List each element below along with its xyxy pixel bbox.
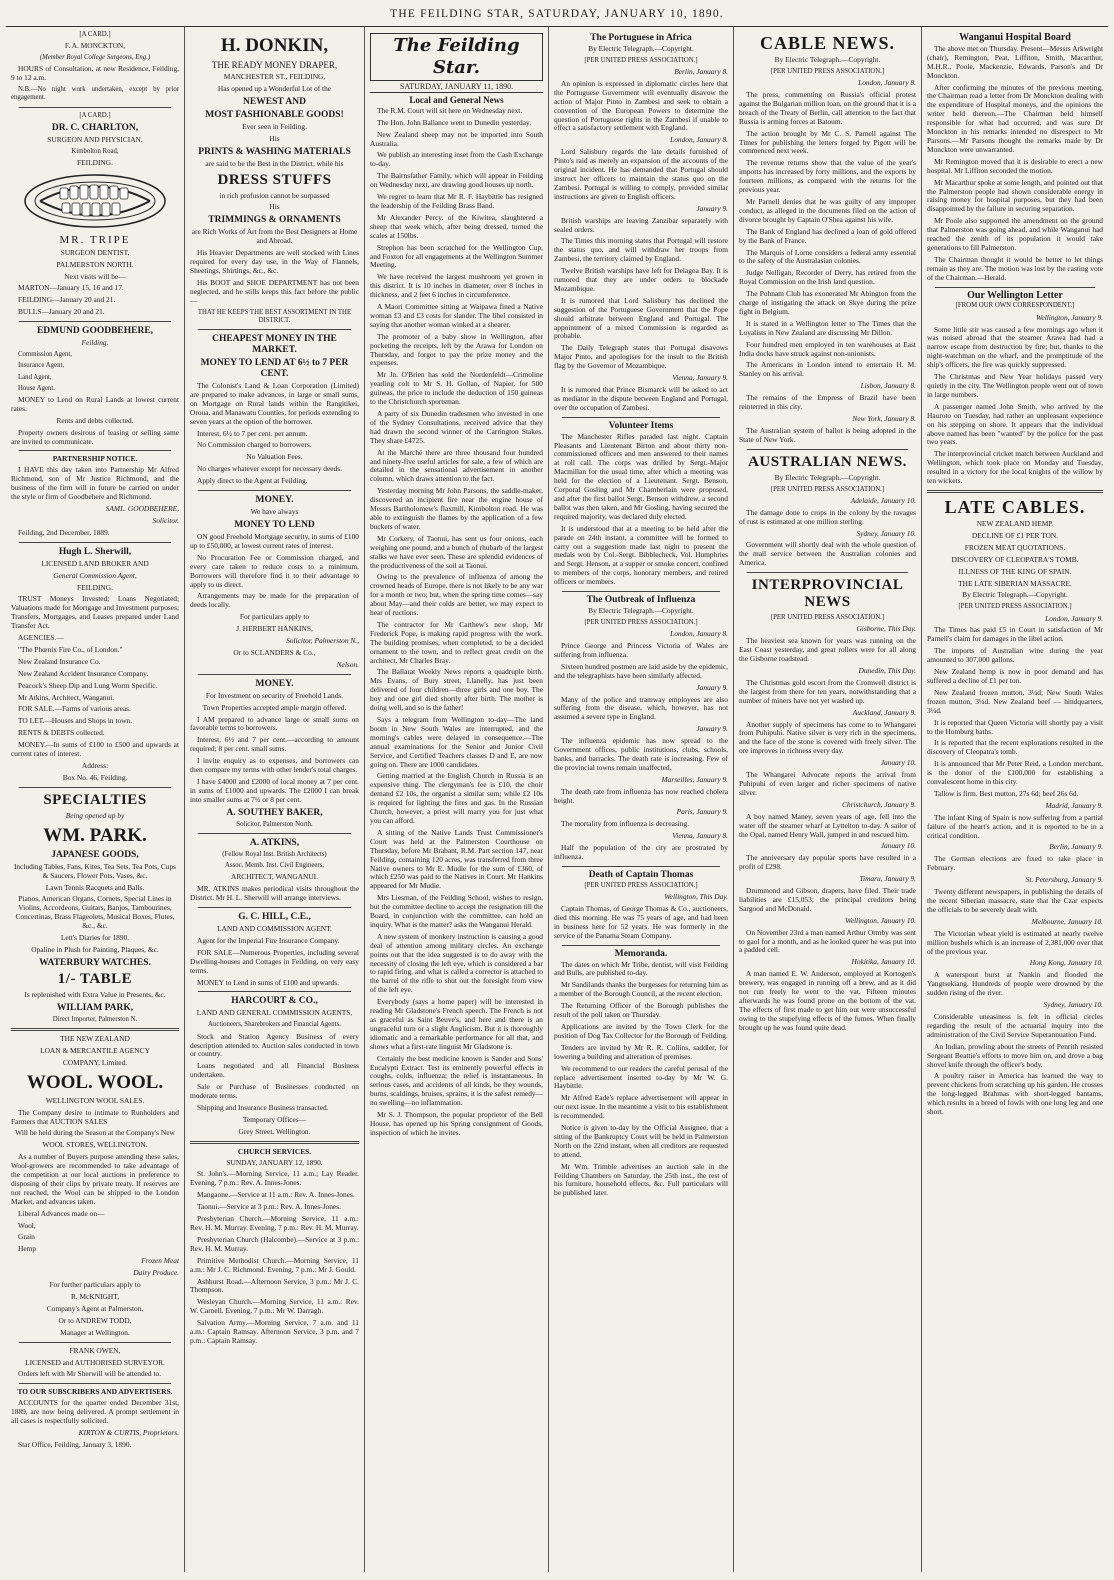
memoranda-heading: Memoranda. <box>614 948 668 959</box>
late-cables-heading: LATE CABLES. <box>944 496 1086 517</box>
ad-goodbehere: EDMUND GOODBEHERE, Feilding. Commission Agent, Insurance Agent, Land Agent, House Agent. MONEY to Lend on Rural Lands at lowest current rates. Rents and debts collected. Property owners desirous of leasing or selling same are invited to communicate. <box>11 326 179 446</box>
interprovincial-news: [PER UNITED PRESS ASSOCIATION.] Gisborne, This Day. The heaviest sea known for years was running on the East Coast yesterday, and great rollers were for all along the Gisborne roadstead. Dunedin, This Day. The Christmas gold escort from the Cromwell district is the largest from there for ten years, notwithstanding that a number of miners have not yet washed up. Auckland, January 9. Another supply of specimens has come to to Whangarei from Puhipuhi. Native silver is very rich in the specimens, and the face of the stone is covered with freely silver. The ore improves in richness every day. January 10. The Whangarei Advocate reports the arrival from Puhipuhi of even larger and richer specimens of native silver. Christchurch, January 9. A boy named Maney, seven years of age, fell into the water off the steamer wharf at Lyttelton to-day. A sailor of the Opal, named Henry Wall, jumped in and rescued him. January 10. The anniversary day popular sports have resulted in a profit of £298. Timaru, January 9. Drummond and Gibson, drapers, have filed. Their trade liabilities are £15,053; the principal creditors being Sargood and McDonald. Wellington, January 10. On November 23rd a man named Arthur Ormby was sent to gaol for a month, and as he looked queer he was put into a padded cell. Hokitika, January 10. A man named E. W. Anderson, employed at Kortogen's brewery, was engaged in running off a brew, and as it did not run freely he went to the vat. Fifteen minutes afterwards he was found prone on the bottom of the vat. The effects of first made to get him out were unsuccessful owing to the stupefying effects of the fumes. When finally brought up he was found quite dead. <box>739 614 916 1032</box>
thomas-article: [PER UNITED PRESS ASSOCIATION.] Wellington, This Day. Captain Thomas, of George Thomas & Co., auctioneers, died this morning. He was 75 years of age, and had been in business here for 52 years. He was formerly in the service of the Panama Steam Company. <box>554 881 728 940</box>
ad-money-baker: MONEY. For Investment on security of Freehold Lands. Town Properties accepted ample margin offered. I AM prepared to advance large or small sums on favorable terms to borrowers. Interest, 6½ and 7 per cent.—according to amount required; 8 per cent. small sums. I invite enquiry as to expenses, and borrowers can then compare my terms with other lender's total charges. I have £4000 and £2000 of local money at 7 per cent. in sums of £1000 and upwards. The £2000 I can break into smaller sums at 7½ or 8 per cent. A. SOUTHEY BAKER, Solicitor, Palmerston North. <box>190 678 359 828</box>
cable-news-heading: CABLE NEWS. <box>759 33 896 53</box>
section-heading: Local and General News <box>409 94 504 105</box>
column-4: The Portuguese in Africa By Electric Telegraph.—Copyright. [PER UNITED PRESS ASSOCIATION.] Berlin, January 8. An opinion is expressed in diplomatic circles here that the Portuguese Government will eventually disavow the action of Major Pinto in Zambesi and seek to obtain a convention of the European Powers to determine the question of Portuguese rights in the Zambesi if unable to effect a satisfactory settlement with England. London, January 8. Lord Salisbury regards the late details furnished of Pinto's raid as merely an expansion of the accounts of the original incident. He has demanded that Portugal should instruct her officers to maintain the status quo on the Zambesi. Portugal is willing to comply, provided similar instructions are given to English officers. January 9. British warships are leaving Zanzibar separately with sealed orders. The Times this morning states that Portugal will restore the status quo, and will withdraw her troops from Zambesi, the territory claimed by England. Twelve British warships have left for Delagoa Bay. It is rumored that they are under orders to blockade Mozambique. It is rumored that Lord Salisbury has declined the suggestion of the Portuguese Government that the Pope should arbitrate between England and Portugal. The appointment of a mixed Commission is regarded as probable. The Daily Telegraph states that Portugal disavows Major Pinto, and apologises for the insult to the British flag by the Governor of Mozambique. Vienna, January 9. It is rumored that Prince Bismarck will be asked to act as mediator in the dispute between England and Portugal, over the occupation of Zambesi. Volunteer Items The Manchester Rifles paraded last night. Captain Pleasants and Lieutenant Birton and about thirty non-commissioned officers and men answered to their names at roll call. The corps was drilled by Sergt.-Major Macmillan for the usual time, after which a meeting was held for the election of a Lieutenant. Sergt. Benson, Corporal Gosling and Mr Chamberlain were proposed, and after the first ballot Sergt. Benson withdrew, a second ballot was then taken, and Mr Gosling, having secured the required majority, was declared duly elected. It is understood that at a meeting to be held after the parade on 24th instant, a committee will be formed to carry out a suggestion made last night to present the medals won by Col.-Sergt. Bibblecheck, Vol. Humphries and Sergt. Henson, at a supper or smoke concert, confined to members of the corps, honorary members, and retired officers or members. The Outbreak of Influenza By Electric Telegraph.—Copyright. [PER UNITED PRESS ASSOCIATION.] London, January 8. Prince George and Princess Victoria of Wales are suffering from influenza. Sixteen hundred postmen are laid aside by the epidemic, and the telegraphists have been similarly affected. January 9. Many of the police and tramway employees are also suffering from the disease, which, however, has not assumed a severe type in England. January 9. The influenza epidemic has now spread to the Government offices, public institutions, clubs, schools, banks, and barracks. The death rate is increasing. Few of the provincial towns remain unaffected. Marseilles, January 9. The death rate from influenza has now reached cholera height. Paris, January 9. The mortality from influenza is decreasing. Vienna, January 8. Half the population of the city are prostrated by influenza. Death of Captain Thomas [PER UNITED PRESS ASSOCIATION.] Wellington, This Day. Captain Thomas, of George Thomas & Co., auctioneers, died this morning. He was 75 years of age, and had been in business here for 52 years. He was formerly in the service of the Panama Steam Company. Memoranda. The dates on which Mr Tribe, dentist, will visit Feilding and Bulls, are published to-day. Mr Sandilands thanks the burgesses for returning him as a member of the Borough Council, at the recent election. The Returning Officer of the Borough publishes the result of the poll taken on Thursday. Applications are invited by the Town Clerk for the position of Dog Tax Collector for the Borough of Feilding. Tenders are invited by Mr R. R. Collins, saddler, for lowering a building and alteration of premises. We recommend to our readers the careful perusal of the replace advertisement inserted to-day by Mr W. G. Haybittle. Mr Alfred Eade's replace advertisement will appear in our next issue. In the meantime a visit to his establishment is recommended. Notice is given to-day by the Official Assignee, that a sitting of the Bankruptcy Court will be held in Palmerston North on the 22nd instant, when all creditors are requested to attend. Mr Wm. Trimble advertises an auction sale in the Feilding Chambers on Saturday, the 25th inst., the rest of his furniture, household effects, &c. Full particulars will be published later. <box>548 27 733 1572</box>
volunteer-article: The Manchester Rifles paraded last night. Captain Pleasants and Lieutenant Birton and about thirty non-commissioned officers and men answered to their names at roll call. The corps was drilled by Sergt.-Major Macmillan for the usual time, after which a meeting was held for the election of a Lieutenant. Sergt. Benson, Corporal Gosling and Mr Chamberlain were proposed, and after the first ballot Sergt. Benson withdrew, a second ballot was then taken, and Mr Gosling, having secured the required majority, was declared duly elected. It is understood that at a meeting to be held after the parade on 24th instant, a committee will be formed to carry out a suggestion made last night to present the medals won by Col.-Sergt. Bibblecheck, Vol. Humphries and Sergt. Henson, at a supper or smoke concert, confined to members of the corps, honorary members, and retired officers or members. <box>554 431 728 587</box>
wellington-letter: Wellington, January 9. Some little stir was caused a few mornings ago when it was noised abroad that the steamer Arawa had had a narrow escape from destruction by fire; but, thanks to the night-watchman on the wharf, and the promptitude of the ship's officers, the fire was quickly suppressed. The Christmas and New Year holidays passed very quietly in the city. The Wellington people went out of town in large numbers. A passenger named John Smith, who arrived by the Hauroto on Tuesday, had rather an unpleasant experience on his stepping on shore. It appears that the individual above named has been "wanted" by the police for the past two years. The interprovincial cricket match between Auckland and Wellington, which took place on Monday and Tuesday, resulted in a victory for the local knights of the willow by ten wickets. <box>927 312 1103 486</box>
australian-news-heading: AUSTRALIAN NEWS. <box>748 453 907 470</box>
church-services: CHURCH SERVICES. SUNDAY, JANUARY 12, 1890. St. John's.—Morning Service, 11 a.m.; Lay Reader. Evening, 7 p.m.: Rev. A. Innes-Jones. Mangaone.—Service at 11 a.m.: Rev. A. Innes-Jones. Taonui.—Service at 3 p.m.: Rev. A. Innes-Jones. Presbyterian Church.—Morning Service, 11 a.m.: Rev. H. M. Murray. Evening, 7 p.m.: Rev. H. M. Murray. Presbyterian Church (Halcombe).—Service at 3 p.m.: Rev. H. M. Murray. Primitive Methodist Church.—Morning Service, 11 a.m.: Mr J. C. Richmond. Evening, 7 p.m.: Mr J. Gould. Ashhurst Road.—Afternoon Service, 3 p.m.: Mr J. C. Thompson. Wesleyan Church.—Morning Service, 11 a.m.: Rev. W. Carnell. Evening, 7 p.m.: Mr W. Darragh. Salvation Army.—Morning Service, 7 a.m. and 11 a.m.: Captain Ramsay. Afternoon Service, 3 p.m. and 7 p.m.: Captain Ramsay. <box>190 1146 359 1345</box>
hospital-heading: Wanganui Hospital Board <box>959 32 1071 43</box>
ad-partnership: PARTNERSHIP NOTICE. I HAVE this day taken into Partnership Mr Alfred Richmond, son of Mr Justice Richmond, and the business of the firm will in future be carried on under the style or firm of Goodbehere and Richmond. SAML. GOODBEHERE, Solicitor. Feilding, 2nd December, 1889. <box>11 454 179 537</box>
wellington-letter-heading: Our Wellington Letter <box>967 289 1063 301</box>
late-cables-summary: NEW ZEALAND HEMP. DECLINE OF £1 PER TON. FROZEN MEAT QUOTATIONS. DISCOVERY OF CLEOPATRA'S TOMB. ILLNESS OF THE KING OF SPAIN. THE LATE SIBERIAN MASSACRE. <box>951 518 1079 588</box>
australian-news: By Electric Telegraph.—Copyright. [PER UNITED PRESS ASSOCIATION.] Adelaide, January 10. The damage done to crops in the colony by the ravages of rust is estimated at one million sterling. Sydney, January 10. Government will shortly deal with the whole question of the mail service between the Australian colonies and America. <box>739 472 916 568</box>
dentist-teeth-emblem <box>11 172 179 230</box>
ad-wool: THE NEW ZEALAND LOAN & MERCANTILE AGENCY COMPANY, Limited. WOOL. WOOL. WELLINGTON WOOL SALES. The Company desire to intimate to Runholders and Farmers that AUCTION SALES Will be held during the Season at the Company's New WOOL STORES, WELLINGTON. As a number of Buyers purpose attending these sales, Wool-growers are recommended to take advantage of the competition at our local auctions in preference to disposing of their clips by private treaty. If reserves are not reached, the Wool can be shipped to the London Market, and advances taken. Liberal Advances made on— Wool, Grain Hemp Frozen Meat Dairy Produce. For further particulars apply to R. McKNIGHT, Company's Agent at Palmerston, Or to ANDREW TODD, Manager at Wellington. <box>11 1033 179 1337</box>
cable-news: London, January 8. The press, commenting on Russia's official protest against the Bulgarian million loan, on the ground that it is a breach of the Treaty of Berlin, call attention to the fact that Russia is arming forces at Batoum. The action brought by Mr C. S. Parnell against The Times for publishing the letters forged by Pigott will be commenced next week. The revenue returns show that the value of the year's imports has increased by forty millions, and the exports by fourteen millions, as compared with the returns for the previous year. Mr Parnell denies that he was guilty of any improper conduct, as alleged in the documents filed on the action of divorce brought by Captain O'Shea against his wife. The Bank of England has declined a loan of gold offered by the Bank of France. The Marquis of Lorne considers a federal army essential to the safety of the Australasian colonies. Judge Nelligan, Recorder of Derry, has retired from the Royal Commission on the Irish land question. The Pohnam Club has exonerated Mr Abington from the charge of instigating the attack on Skye during the prize fight in Belgium. It is stated in a Wellington letter to The Times that the Loyalists in New Zealand are discussing Mr Dillon. Four hundred men employed in ten warehouses at East India docks have struck against non-unionists. The Americans in London intend to entertain H. M. Stanley on his arrival. Lisbon, January 8. The remains of the Empress of Brazil have been reinterred in this city. New York, January 8. The Australian system of ballot is being adopted in the State of New York. <box>739 78 916 444</box>
dateline: SATURDAY, JANUARY 11, 1890. <box>370 83 543 93</box>
hospital-article: The above met on Thursday. Present—Messrs Arkwright (chair), Remington, Peat, Liffiton, Smith, Macarthur, M.H.R., Poole, Mackenzie, Edwards, Parson's and Dr Monckton. After confirming the minutes of the previous meeting, the Chairman read a letter from Dr Monckton dealing with the expenditure of Hospital moneys, and the opinions the writer held thereon.—The Chairman held himself responsible for what had occurred, and was sure Dr Monckton in his remarks intended no disrespect to Mr Parsons.—Mr Parsons thought the remarks made by Dr Monckton were unwarranted. Mr Remington moved that it is desirable to erect a new hospital. Mr Liffiton seconded the motion. Mr Macarthur spoke at some length, and pointed out that the Palmerston people had shown considerable energy in raising money for hospital purposes, but they had been disappointed by the failure in securing separation. Mr Poole also supported the amendment on the ground that Palmerston was going ahead, and while Wanganui had reached the zenith of its population it would take generations to fill Palmerston. The Chairman thought it would be better to let things remain as they are. The motion was lost by the casting vote of the Chairman.—Herald. <box>927 43 1103 282</box>
local-news: The R.M. Court will sit here on Wednesday next. The Hon. John Ballance went to Dunedin yesterday. New Zealand sheep may not be imported into South Australia. We publish an interesting inset from the Cash Exchange to-day. The Bairnsfather Family, which will appear in Feilding on Wednesday next, are drawing good houses up north. We regret to learn that Mr R. F. Haybittle has resigned the leadership of the Feilding Brass Band. Mr Alexander Percy, of the Kiwitea, slaughtered a sheep that week which, after being dressed, turned the scales at 150lbs. Strephon has been scratched for the Wellington Cup, and Foxton for all engagements at the Wellington Summer Meeting. We have received the largest mushroom yet grown in this district. It is 10 inches in diameter, over 8 inches in thickness, and 2 feet 6 inches in circumference. A Maori Committee sitting at Waipawa fined a Native woman £3 and £3 costs for slander. The libel consisted in saying that another woman winked at a shearer. The promoter of a baby show in Wellington, after pocketing the receipts, left by the Arawa for London on Thursday, and forgot to pay the prize money and the expenses. Mr Jn. O'Brien has sold the Nordenfeldt—Crimoline yearling colt to Mr S. H. Gollan, of Napier, for 500 guineas, the price to include the deduction of 150 guineas to the Christchurch sportsman. A party of six Dunedin tradesmen who invested in one of the Sydney Consultations, received advice that they had drawn the second winner of the Carrington Stakes. They share £4725. At the Marché there are three thousand four hundred and ninety-five useful articles for sale, a few of which are detailed in the sensational advertisement in another column, which draws attention to the fact. Yesterday morning Mr John Parsons, the saddle-maker, discovered an incipient fire near the engine house of Messrs Bartholomew's flaxmill, Kimbolton road. He was able to extinguish the flames by the application of a few buckets of water. Mr Corkery, of Taonui, has sent us four onions, each weighing one pound, and a bunch of rhubarb of the largest stalks we have ever seen. These are splendid evidences of the productiveness of the soil at Taonui. Owing to the prevalence of influenza of among the crowned heads of Europe, there is not likely to be any war for a month or two; but, when the spring time comes—say about May—and their colds are better, we may expect to hear of ructions. The contractor for Mr Carthew's new shop, Mr Frederick Pope, is making rapid progress with the work. The building promises, when completed, to be a decided ornament to the town, and to reflect great credit on the architect, Mr Charles Bray. The Ballarat Weekly News reports a quadruple birth. Mrs Evans, of Bury street, Llanelly, has just been delivered of four children—three girls and one boy. The boy and one girl died shortly after birth. The mother is doing well, and so is the father! Says a telegram from Wellington to-day—The land boom in New South Wales are interrupted, and the morning's cables were delayed in consequence.—The annual examinations for the Senior and Junior Civil Service, and Certified Teachers classes D and E, are now going on. There are 1000 candidates. Getting married at the English Church in Russia is an expensive thing. The clergyman's fee is £10, the choir demand £2 10s, the organist a similar sum; while £2 10s is required for lighting the fires and gas. In the Russian Church, however, a priest will marry you for just what you can afford. A sitting of the Native Lands Trust Commissioner's Court was held at the Palmerston Courthouse on Thursday, before Mr Brabant, R.M. Part section 147, near Feilding, containing 120 acres, was transferred from three Native owners to Mr E. Mudie for the sum of £360, of which £250 was paid to the Natives in Court. Mr Hankins appeared for Mr Mudie. Mrs Liesman, of the Feilding School, wishes to resign, but the committee decline to accept the resignation till the Board, in conjunction with the committee, can hold an inquiry. What is the matter? asks the Wanganui Herald. A new system of monkery instruction is causing a good deal of attention among military circles. An exchange points out that the idea suggested is to do away with the necessity of closing the left eye, which is considered a bar to rapid firing, and what is called a corrector is attached to the barrel of the rifle to shut out the foresight from view of the left eye. Everybody (says a home paper) will be interested in reading Mr Gladstone's French speech. The French is not as graceful as Saint Beuve's, and here and there is an ungraceful turn or a slight Anglicism. But it is thoroughly idiomatic and a remarkable performance for all that, and shows what a first-rate linguist Mr Gladstone is. Certainly the best medicine known is Sander and Sons' Eucalypti Extract. Test its eminently powerful effects in coughs, colds, influenza; the relief is instantaneous. In serious cases, and accidents of all kinds, be they wounds, burns, scaldings, bruises, sprains, it is the safest remedy—no swelling—no inflammation. Mr S. J. Thompson, the popular proprietor of the Bell House, has opened up his Spring consignment of Goods, inspection of which he invites. <box>370 105 543 1137</box>
thomas-heading: Death of Captain Thomas <box>588 870 694 880</box>
memoranda: The dates on which Mr Tribe, dentist, will visit Feilding and Bulls, are published to-day. Mr Sandilands thanks the burgesses for returning him as a member of the Borough Council, at the recent election. The Returning Officer of the Borough publishes the result of the poll taken on Thursday. Applications are invited by the Town Clerk for the position of Dog Tax Collector for the Borough of Feilding. Tenders are invited by Mr R. R. Collins, saddler, for lowering a building and alteration of premises. We recommend to our readers the careful perusal of the replace advertisement inserted to-day by Mr W. G. Haybittle. Mr Alfred Eade's replace advertisement will appear in our next issue. In the meantime a visit to his establishment is recommended. Notice is given to-day by the Official Assignee, that a sitting of the Bankruptcy Court will be held in Palmerston North on the 22nd instant, when all creditors are requested to attend. Mr Wm. Trimble advertises an auction sale in the Feilding Chambers on Saturday, the 25th inst., the rest of his furniture, household effects, &c. Full particulars will be published later. <box>554 959 728 1198</box>
column-1 <box>6 27 184 1572</box>
card-charlton: [A CARD.] DR. C. CHARLTON, SURGEON AND PHYSICIAN, Kimbolton Road, FEILDING. <box>47 111 143 167</box>
late-cables: London, January 9. The Times has paid £5 in Court in satisfaction of Mr Parnell's claim for damages in the libel action. The imports of Australian wine during the year amounted to 307,000 gallons. New Zealand hemp is now in poor demand and has suffered a decline of £1 per ton. New Zealand frozen mutton, 3¼d; New South Wales frozen mutton, 3¼d. New Zealand beef — hindquarters, 3¼d. It is reported that Queen Victoria will shortly pay a visit to the Homburg baths. It is reported that the recent explorations resulted in the discovery of Cleopatra's tomb. It is announced that Mr Peter Reid, a London merchant, is the donor of the £100,000 for establishing a convalescent home in this city. Tallow is firm. Best mutton, 27s 6d; beef 26s 6d. Madrid, January 9. The infant King of Spain is now suffering from a partial failure of the heart's action, and it is reported to be in a critical condition. Berlin, January 9. The German elections are fixed to take place in February. St. Petersburg, January 9. Twenty different newspapers, in publishing the details of the recent Siberian massacre, state that the Czar expects the officials to be severely dealt with. Melbourne, January 10. The Victorian wheat yield is estimated at nearly twelve million bushels which is an increase of 2,381,000 over that of the previous year. Hong Kong, January 10. A waterspout burst at Nankin and flooded the Yangtsekiang. Hundreds of people were drowned by the sudden rising of the river. Sydney, January 10. Considerable uneasiness is felt in official circles regarding the result of the actuarial inquiry into the administration of the Civil Service Superannuation Fund. An Indian, prowling about the streets of Penrith resisted Sergeant Beattie's efforts to move him on, and drove a bag shovel knife through the officer's body. A poultry raiser in America has learned the way to prevent chickens from scratching up his garden. He crosses the long-legged Brahmas with short-legged bantams, which results in a breed of fowls with one long leg and one short. <box>927 613 1103 1117</box>
column-6: Wanganui Hospital Board The above met on Thursday. Present—Messrs Arkwright (chair), Remington, Peat, Liffiton, Smith, Macarthur, M.H.R., Poole, Mackenzie, Edwards, Parson's and Dr Monckton. After confirming the minutes of the previous meeting, the Chairman read a letter from Dr Monckton dealing with the expenditure of Hospital moneys, and the opinions the writer held thereon.—The Chairman held himself responsible for what had occurred, and was sure Dr Monckton in his remarks intended no disrespect to Mr Parsons.—Mr Parsons thought the remarks made by Dr Monckton were unwarranted. Mr Remington moved that it is desirable to erect a new hospital. Mr Liffiton seconded the motion. Mr Macarthur spoke at some length, and pointed out that the Palmerston people had shown considerable energy in raising money for hospital purposes, but they had been disappointed by the failure in securing separation. Mr Poole also supported the amendment on the ground that Palmerston was going ahead, and while Wanganui had reached the zenith of its population it would take generations to fill Palmerston. The Chairman thought it would be better to let things remain as they are. The motion was lost by the casting vote of the Chairman.—Herald. Our Wellington Letter [FROM OUR OWN CORRESPONDENT.] Wellington, January 9. Some little stir was caused a few mornings ago when it was noised abroad that the steamer Arawa had had a narrow escape from destruction by fire; but, thanks to the night-watchman on the wharf, and the promptitude of the ship's officers, the fire was quickly suppressed. The Christmas and New Year holidays passed very quietly in the city. The Wellington people went out of town in large numbers. A passenger named John Smith, who arrived by the Hauroto on Tuesday, had rather an unpleasant experience on his stepping on shore. It appears that the individual above named has been "wanted" by the police for the past two years. The interprovincial cricket match between Auckland and Wellington, which took place on Monday and Tuesday, resulted in a victory for the local knights of the willow by ten wickets. LATE CABLES. NEW ZEALAND HEMP. DECLINE OF £1 PER TON. FROZEN MEAT QUOTATIONS. DISCOVERY OF CLEOPATRA'S TOMB. ILLNESS OF THE KING OF SPAIN. THE LATE SIBERIAN MASSACRE. By Electric Telegraph.—Copyright. [PER UNITED PRESS ASSOCIATION.] London, January 9. The Times has paid £5 in Court in satisfaction of Mr Parnell's claim for damages in the libel action. The imports of Australian wine during the year amounted to 307,000 gallons. New Zealand hemp is now in poor demand and has suffered a decline of £1 per ton. New Zealand frozen mutton, 3¼d; New South Wales frozen mutton, 3¼d. New Zealand beef — hindquarters, 3¼d. It is reported that Queen Victoria will shortly pay a visit to the Homburg baths. It is reported that the recent explorations resulted in the discovery of Cleopatra's tomb. It is announced that Mr Peter Reid, a London merchant, is the donor of the £100,000 for establishing a convalescent home in this city. Tallow is firm. Best mutton, 27s 6d; beef 26s 6d. Madrid, January 9. The infant King of Spain is now suffering from a partial failure of the heart's action, and it is reported to be in a critical condition. Berlin, January 9. The German elections are fixed to take place in February. St. Petersburg, January 9. Twenty different newspapers, in publishing the details of the recent Siberian massacre, state that the Czar expects the officials to be severely dealt with. Melbourne, January 10. The Victorian wheat yield is estimated at nearly twelve million bushels which is an increase of 2,381,000 over that of the previous year. Hong Kong, January 10. A waterspout burst at Nankin and flooded the Yangtsekiang. Hundreds of people were drowned by the sudden rising of the river. Sydney, January 10. Considerable uneasiness is felt in official circles regarding the result of the actuarial inquiry into the administration of the Civil Service Superannuation Fund. An Indian, prowling about the streets of Penrith resisted Sergeant Beattie's efforts to move him on, and drove a bag shovel knife through the officer's body. A poultry raiser in America has learned the way to prevent chickens from scratching up his garden. He crosses the long-legged Brahmas with short-legged bantams, which results in a breed of fowls with one long leg and one short. <box>921 27 1108 1572</box>
interprovincial-heading: INTERPROVINCIAL NEWS <box>751 577 904 611</box>
ad-owen: FRANK OWEN, LICENSED and AUTHORISED SURVEYOR. Orders left with Mr Sherwill will be attended to. <box>18 1345 165 1379</box>
ad-atkins: A. ATKINS, (Fellow Royal Inst. British Architects) Assoc. Memb. Inst. Civil Engineers, ARCHITECT, WANGANUI. MR. ATKINS makes periodical visits throughout the District. Mr H. L. Sherwill will arrange interviews. <box>190 837 359 903</box>
column-2 <box>184 27 364 1572</box>
portuguese-heading: The Portuguese in Africa <box>590 33 692 43</box>
ad-park: SPECIALTIES Being opened up by WM. PARK. JAPANESE GOODS, Including Tables, Fans, Kites, Tea Sets, Tea Pots, Cups & Saucers, Flower Pots, Vases, &c. Lawn Tennis Racquets and Balls. Pianos, American Organs, Cornets, Special Lines in Violins, Accordeons, Guitars, Banjos, Tambourines, Concertinas, Brass Flageolets, Musical Boxes, Flutes, &c., &c. Lett's Diaries for 1890. Opaline in Plush for Painting, Plaques, &c. WATERBURY WATCHES. 1/- TABLE Is replenished with Extra Value in Presents, &c. WILLIAM PARK, Direct Importer, Palmerston N. <box>13 791 177 1023</box>
ad-harcourt: HARCOURT & CO., LAND AND GENERAL COMMISSION AGENTS, Auctioneers, Sharebrokers and Financial Agents. Stock and Station Agency Business of every description attended to. Auction sales conducted in town or country. Loans negotiated and all Financial Business undertaken. Sale or Purchase of Businesses conducted on moderate terms. Shipping and Insurance Business transacted. Temporary Offices— Grey Street, Wellington. <box>190 996 359 1136</box>
influenza-article: London, January 8. Prince George and Princess Victoria of Wales are suffering from influenza. Sixteen hundred postmen are laid aside by the epidemic, and the telegraphists have been similarly affected. January 9. Many of the police and tramway employees are also suffering from the disease, which, however, has not assumed a severe type in England. January 9. The influenza epidemic has now spread to the Government offices, public institutions, clubs, schools, banks, and barracks. The death rate is increasing. Few of the provincial towns remain unaffected. Marseilles, January 9. The death rate from influenza has now reached cholera height. Paris, January 9. The mortality from influenza is decreasing. Vienna, January 8. Half the population of the city are prostrated by influenza. <box>554 629 728 862</box>
teeth-illustration-icon <box>20 172 170 230</box>
paper-title: The Feilding Star. <box>370 33 543 81</box>
ad-sherwill: Hugh L. Sherwill, LICENSED LAND BROKER AND General Commission Agent, FEILDING. TRUST Moneys Invested; Loans Negotiated; Valuations made for Mortgage and Investment purposes; Transfers, Mortgages, and Leases prepared under Land Transfer Act. AGENCIES.— "The Phœnix Fire Co., of London." New Zealand Insurance Co. New Zealand Accident Insurance Company. Peacock's Sheep Dip and Lung Worm Specific. Mr Atkins, Architect, Wanganui. FOR SALE.—Farms of various areas. TO LET.—Houses and Shops in town. RENTS & DEBTS collected. MONEY.—In sums of £100 to £500 and upwards at current rates of interest. Address: Box No. 46, Feilding. <box>11 546 179 782</box>
card-monckton: [A CARD.] F. A. MONCKTON, (Member Royal College Surgeons, Eng.) HOURS of Consultation, at new Residence, Feilding, 9 to 12 a.m. N.B.—No night work undertaken, except by prior engagement. <box>11 31 179 102</box>
column-3 <box>364 27 548 1572</box>
ad-hill: G. C. HILL, C.E., LAND AND COMMISSION AGENT. Agent for the Imperial Fire Insurance Company. FOR SALE—Numerous Properties, including several Dwelling-houses and Cottages in Feilding, on very easy terms. MONEY to Lend in sums of £100 and upwards. <box>190 912 359 987</box>
ad-tripe: MR. TRIPE SURGEON DENTIST, PALMERSTON NORTH. Next visits will be— MARTON—January 15, 16 and 17. FEILDING—January 20 and 21. BULLS—January 20 and 21. <box>18 233 134 317</box>
influenza-heading: The Outbreak of Influenza <box>586 595 696 606</box>
portuguese-article: Berlin, January 8. An opinion is expressed in diplomatic circles here that the Portuguese Government will eventually disavow the action of Major Pinto in Zambesi and seek to obtain a convention of the European Powers to determine the question of Portuguese rights in the Zambesi if unable to effect a satisfactory settlement with England. London, January 8. Lord Salisbury regards the late details furnished of Pinto's raid as merely an expansion of the accounts of the original incident. He has demanded that Portugal should instruct her officers to maintain the status quo on the Zambesi. Portugal is willing to comply, provided similar instructions are given to English officers. January 9. British warships are leaving Zanzibar separately with sealed orders. The Times this morning states that Portugal will restore the status quo, and will withdraw her troops from Zambesi, the territory claimed by England. Twelve British warships have left for Delagoa Bay. It is rumored that they are under orders to blockade Mozambique. It is rumored that Lord Salisbury has declined the suggestion of the Portuguese Government that the Pope should arbitrate between England and Portugal. The appointment of a mixed Commission is regarded as probable. The Daily Telegraph states that Portugal disavows Major Pinto, and apologises for the insult to the British flag by the Governor of Mozambique. Vienna, January 9. It is rumored that Prince Bismarck will be asked to act as mediator in the dispute between England and Portugal, over the occupation of Zambesi. <box>554 67 728 412</box>
column-5: CABLE NEWS. By Electric Telegraph.—Copyright. [PER UNITED PRESS ASSOCIATION.] London, January 8. The press, commenting on Russia's official protest against the Bulgarian million loan, on the ground that it is a breach of the Treaty of Berlin, call attention to the fact that Russia is arming forces at Batoum. The action brought by Mr C. S. Parnell against The Times for publishing the letters forged by Pigott will be commenced next week. The revenue returns show that the value of the year's imports has increased by forty millions, and the exports by fourteen millions, as compared with the returns for the previous year. Mr Parnell denies that he was guilty of any improper conduct, as alleged in the documents filed on the action of divorce brought by Captain O'Shea against his wife. The Bank of England has declined a loan of gold offered by the Bank of France. The Marquis of Lorne considers a federal army essential to the safety of the Australasian colonies. Judge Nelligan, Recorder of Derry, has retired from the Royal Commission on the Irish land question. The Pohnam Club has exonerated Mr Abington from the charge of instigating the attack on Skye during the prize fight in Belgium. It is stated in a Wellington letter to The Times that the Loyalists in New Zealand are discussing Mr Dillon. Four hundred men employed in ten warehouses at East India docks have struck against non-unionists. The Americans in London intend to entertain H. M. Stanley on his arrival. Lisbon, January 8. The remains of the Empress of Brazil have been reinterred in this city. New York, January 8. The Australian system of ballot is being adopted in the State of New York. AUSTRALIAN NEWS. By Electric Telegraph.—Copyright. [PER UNITED PRESS ASSOCIATION.] Adelaide, January 10. The damage done to crops in the colony by the ravages of rust is estimated at one million sterling. Sydney, January 10. Government will shortly deal with the whole question of the mail service between the Australian colonies and America. INTERPROVINCIAL NEWS [PER UNITED PRESS ASSOCIATION.] Gisborne, This Day. The heaviest sea known for years was running on the East Coast yesterday, and great rollers were for all along the Gisborne roadstead. Dunedin, This Day. The Christmas gold escort from the Cromwell district is the largest from there for ten years, notwithstanding that a number of miners have not yet washed up. Auckland, January 9. Another supply of specimens has come to to Whangarei from Puhipuhi. Native silver is very rich in the specimens, and the face of the stone is covered with freely silver. The ore improves in richness every day. January 10. The Whangarei Advocate reports the arrival from Puhipuhi of even larger and richer specimens of native silver. Christchurch, January 9. A boy named Maney, seven years of age, fell into the water off the steamer wharf at Lyttelton to-day. A sailor of the Opal, named Henry Wall, jumped in and rescued him. January 10. The anniversary day popular sports have resulted in a profit of £298. Timaru, January 9. Drummond and Gibson, drapers, have filed. Their trade liabilities are £15,053; the principal creditors being Sargood and McDonald. Wellington, January 10. On November 23rd a man named Arthur Ormby was sent to gaol for a month, and as he looked queer he was put into a padded cell. Hokitika, January 10. A man named E. W. Anderson, employed at Kortogen's brewery, was engaged in running off a brew, and as it did not run freely he went to the vat. Fifteen minutes afterwards he was found prone on the bottom of the vat. The effects of first made to get him out were unsuccessful owing to the stupefying effects of the fumes. When finally brought up he was found quite dead. <box>733 27 921 1572</box>
masthead: THE FEILDING STAR, SATURDAY, JANUARY 10, 1890. <box>6 0 1108 27</box>
volunteer-heading: Volunteer Items <box>608 420 674 431</box>
notice-subscribers: TO OUR SUBSCRIBERS AND ADVERTISERS. ACCOUNTS for the quarter ended December 31st, 1889, are now being delivered. A prompt settlement in all cases is respectfully solicited. KIRTON & CURTIS, Proprietors. Star Office, Feilding, January 3, 1890. <box>11 1387 179 1449</box>
ad-money-hankins: MONEY. We have always MONEY TO LEND ON good Freehold Mortgage security, in sums of £100 up to £50,000, at lowest current rates of interest. No Procuration Fee or Commission charged, and every care taken to reduce costs to a minimum. Borrowers will therefore find it to their advantage to apply to us direct. Arrangements may be made for the preparation of deeds locally. For particulars apply to J. HERBERT HANKINS, Solicitor, Palmerston N., Or to SCLANDERS & Co., Nelson. <box>190 495 359 669</box>
ad-donkin: H. DONKIN, THE READY MONEY DRAPER, MANCHESTER ST., FEILDING, Has opened up a Wonderful Lot of the NEWEST AND MOST FASHIONABLE GOODS! Ever seen in Feilding. His PRINTS & WASHING MATERIALS are said to be the Best in the District, while his DRESS STUFFS in rich profusion cannot be surpassed His TRIMMINGS & ORNAMENTS are Rich Works of Art from the Best Designers at Home and Abroad. His Heavier Departments are well stocked with Lines required for every day use, in the Way of Flannels, Sheetings, Shirtings, &c., &c. His BOOT and SHOE DEPARTMENT has not been neglected, and he stills keeps this fact before the public— THAT HE KEEPS THE BEST ASSORTMENT IN THE DISTRICT. <box>190 35 359 324</box>
columns <box>6 27 1108 1572</box>
ad-cheapest-money: CHEAPEST MONEY IN THE MARKET. MONEY TO LEND AT 6½ to 7 PER CENT. The Colonist's Land & Loan Corporation (Limited) are prepared to make advances, in large or small sums, on Mortgage on Rural lands within the Rangitikei, Oroua, and Manawatu Counties, for periods extending to seven years at the option of the borrower. Interest, 6½ to 7 per cent. per annum. No Commission charged to borrowers. No Valuation Fees. No charges whatever except for necessary deeds. Apply direct to the Agent at Feilding. <box>190 334 359 486</box>
